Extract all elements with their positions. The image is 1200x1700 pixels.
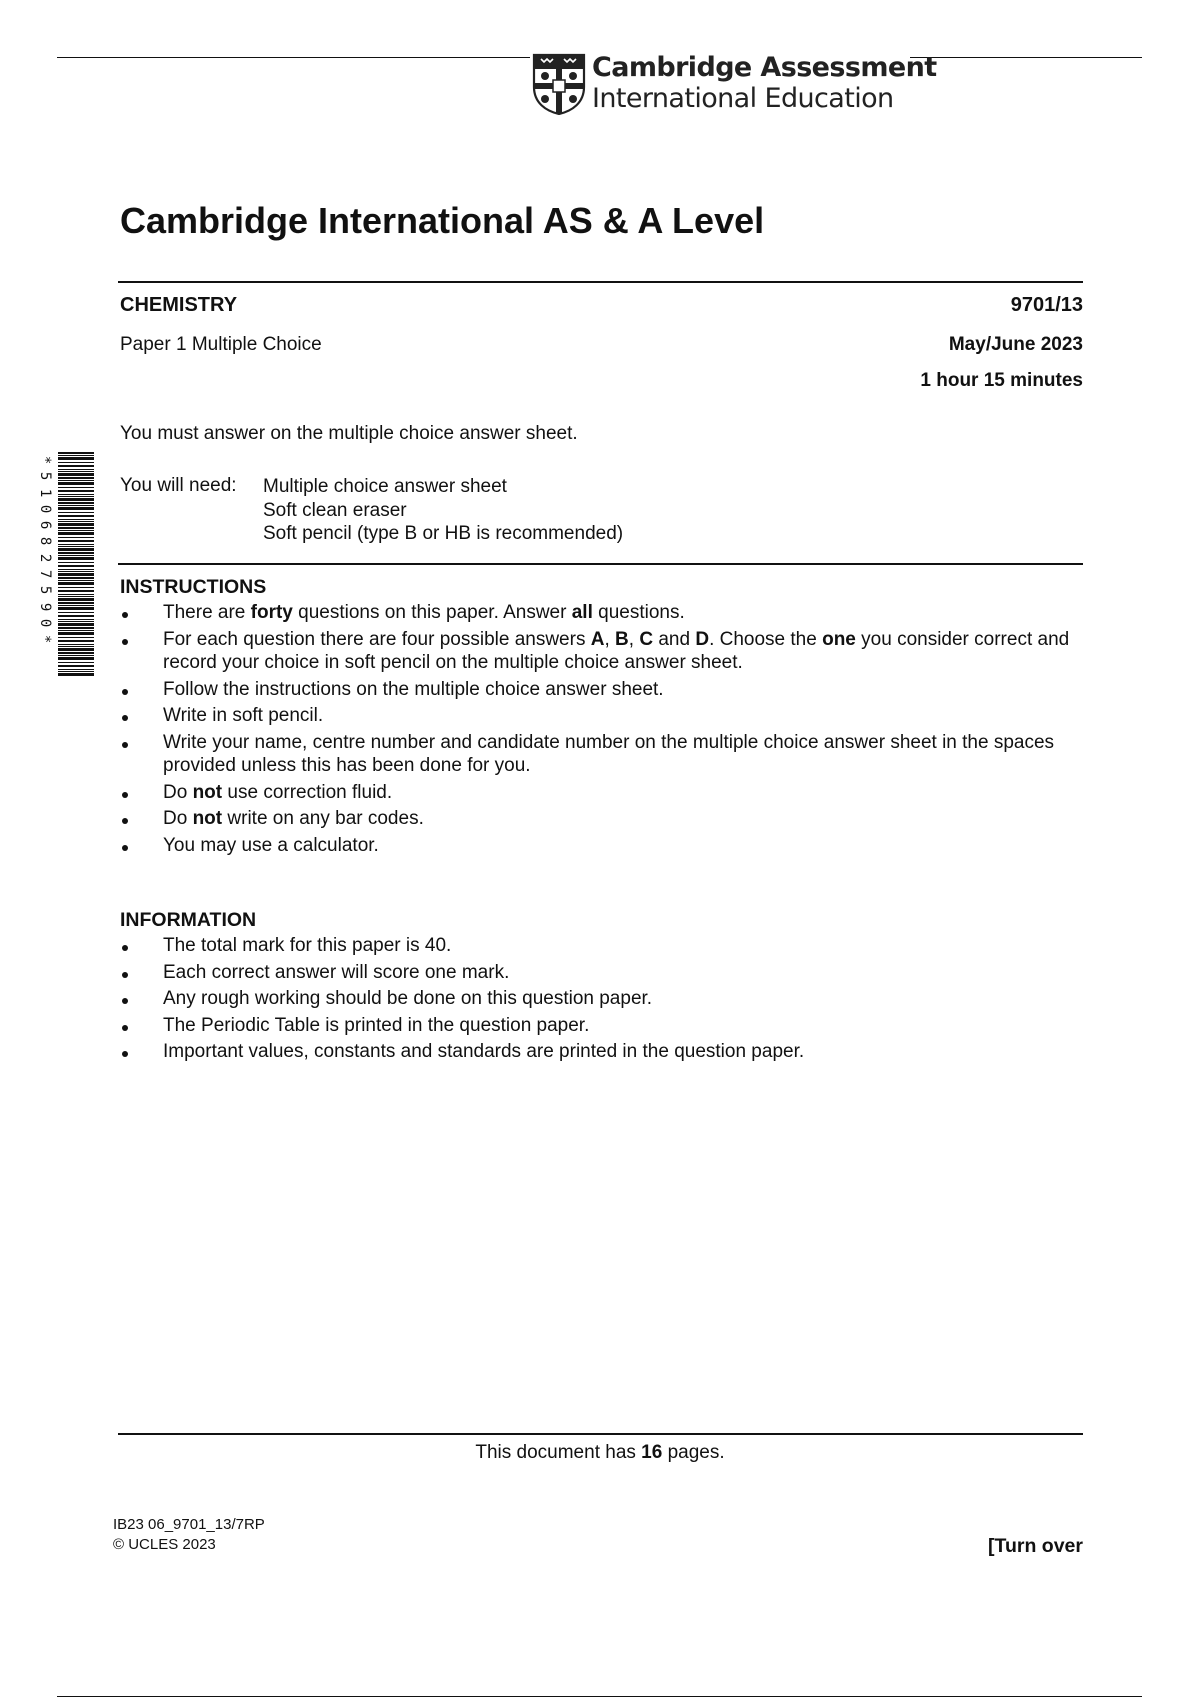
instruction-text: Write your name, centre number and candidate number on the multiple choice answer sheet in the spaces provided unless this has been done for you. [163,731,1055,776]
barcode-bar [58,540,94,542]
required-item: Soft pencil (type B or HB is recommended) [263,523,624,544]
barcode-bar [58,571,94,572]
logo-line-1: Cambridge Assessment [592,52,937,83]
barcode-bar [58,590,94,592]
instruction-text: use correction fluid. [222,781,393,803]
instructions-list [120,601,1095,860]
barcode-bar [58,573,94,576]
barcode-bar [58,496,94,497]
reference-code: IB23 06_9701_13/7RP [113,1516,265,1533]
logo-line-2: International Education [592,83,894,114]
barcode-bar [58,605,94,606]
barcode-bar [58,637,94,638]
barcode-bar [58,596,94,597]
barcode-bar [58,477,94,479]
instruction-text: questions. [592,602,685,623]
barcode-bar [58,607,94,610]
barcode-bar [58,646,94,647]
instruction-text: For each question there are four possible answers [163,628,591,650]
barcode-bar [58,490,94,492]
page-count-note [0,1442,1200,1464]
footer-rule [118,1433,1083,1435]
instruction-item [120,704,1095,728]
barcode-bar [58,465,94,467]
instruction-text: A [590,628,605,650]
barcode-number: * 5 1 0 6 8 2 7 5 9 0 * [37,455,54,644]
barcode-bar [58,557,94,560]
instructions-heading: INSTRUCTIONS [120,576,267,598]
copyright: © UCLES 2023 [113,1536,216,1553]
barcode-bar [58,452,94,454]
barcode-bar [58,521,94,522]
barcode-bar [58,652,94,654]
barcode-bar [58,582,94,585]
barcode-bar [58,544,94,545]
barcode-bar [58,640,94,642]
barcode-bar [58,577,94,579]
instruction-text: Do [163,781,193,803]
barcode-bar [58,473,94,476]
instructions-rule [118,563,1083,565]
barcode-bar [58,530,94,531]
page-count: 16 [641,1442,663,1463]
instruction-text: write on any bar codes. [222,808,424,829]
barcode-bar [58,546,94,547]
barcode-bar [58,469,94,470]
instruction-text: forty [250,602,293,623]
answer-note: You must answer on the multiple choice answer sheet. [120,423,578,444]
barcode [36,452,98,678]
barcode-bar [58,502,94,504]
barcode-bars [58,452,94,678]
barcode-bar [58,498,94,501]
exam-session: May/June 2023 [948,334,1083,355]
instruction-text: C [639,628,654,650]
instruction-text: one [822,628,856,650]
instruction-item [120,731,1095,778]
instruction-text: you consider correct and record your choice in soft pencil on the multiple choice answer sheet. [163,628,1070,673]
paper-name: Paper 1 Multiple Choice [120,334,322,355]
instruction-text: You may use a calculator. [163,834,379,856]
instruction-item [120,678,1095,702]
required-item: Soft clean eraser [263,499,407,521]
qualification-title: Cambridge International AS & A Level [120,200,765,241]
barcode-bar [58,565,94,567]
barcode-bar [58,512,94,513]
information-item: The total mark for this paper is 40. [120,934,1095,958]
barcode-bar [58,494,94,495]
exam-duration: 1 hour 15 minutes [920,370,1083,391]
barcode-bar [58,615,94,617]
information-item: Any rough working should be done on this question paper. [120,987,1095,1011]
header-rule [118,281,1083,283]
barcode-bar [58,523,94,526]
barcode-bar [58,515,94,517]
instruction-text: not [192,781,223,803]
instruction-item [120,601,1095,625]
barcode-bar [58,627,94,629]
barcode-bar [58,519,94,520]
barcode-bar [58,482,94,485]
barcode-bar [58,527,94,529]
instruction-text: not [192,808,223,829]
instruction-item [120,781,1095,805]
instruction-item [120,834,1095,858]
instruction-text: , [604,628,616,650]
subject-name: CHEMISTRY [120,294,238,316]
information-item: Important values, constants and standards are printed in the question paper. [120,1040,1095,1064]
barcode-bar [58,669,94,670]
barcode-bar [58,623,94,626]
barcode-bar [58,594,94,595]
barcode-bar [58,619,94,620]
barcode-bar [58,455,94,456]
instruction-text: Write in soft pencil. [163,705,324,726]
you-will-need-label: You will need: [120,475,237,496]
information-heading: INFORMATION [120,909,257,931]
barcode-bar [58,505,94,506]
barcode-bar [58,587,94,588]
instruction-item [120,628,1095,675]
instruction-text: , [628,628,640,650]
barcode-bar [58,621,94,622]
barcode-bar [58,537,94,538]
barcode-bar [58,598,94,601]
instruction-text: questions on this paper. Answer [292,602,572,623]
instruction-text: all [571,602,593,623]
instruction-text: . Choose the [709,628,823,650]
barcode-bar [58,552,94,554]
barcode-bar [58,602,94,604]
instruction-text: Do [163,808,193,829]
barcode-bar [58,580,94,581]
page-count-suffix: pages. [662,1442,725,1463]
instruction-text: B [615,628,629,650]
information-item: Each correct answer will score one mark. [120,961,1095,985]
barcode-bar [58,471,94,472]
barcode-bar [58,532,94,535]
cambridge-shield-icon [532,53,586,115]
required-items [263,475,623,546]
barcode-bar [58,630,94,631]
barcode-bar [58,662,94,663]
barcode-bar [58,457,94,460]
instruction-item [120,807,1095,831]
barcode-bar [58,612,94,613]
barcode-bar [58,507,94,510]
cambridge-logo [530,50,937,116]
barcode-bar [58,487,94,488]
instruction-text: There are [163,602,251,623]
barcode-bar [58,665,94,667]
page-count-prefix: This document has [475,1442,642,1463]
information-item: The Periodic Table is printed in the question paper. [120,1014,1095,1038]
barcode-bar [58,657,94,660]
instruction-text: and [653,628,696,650]
barcode-bar [58,671,94,672]
required-item: Multiple choice answer sheet [263,476,507,497]
barcode-bar [58,644,94,645]
bottom-rule [57,1696,1142,1697]
paper-code: 9701/13 [1010,294,1083,316]
barcode-bar [58,462,94,463]
barcode-bar [58,655,94,656]
information-list [120,934,1095,1067]
barcode-bar [58,480,94,481]
barcode-bar [58,562,94,563]
instruction-text: D [695,628,710,650]
instruction-text: Follow the instructions on the multiple choice answer sheet. [163,678,664,700]
barcode-bar [58,632,94,635]
turn-over: [Turn over [988,1535,1083,1557]
barcode-bar [58,673,94,676]
barcode-bar [58,555,94,556]
barcode-bar [58,569,94,570]
barcode-bar [58,548,94,551]
barcode-bar [58,648,94,651]
